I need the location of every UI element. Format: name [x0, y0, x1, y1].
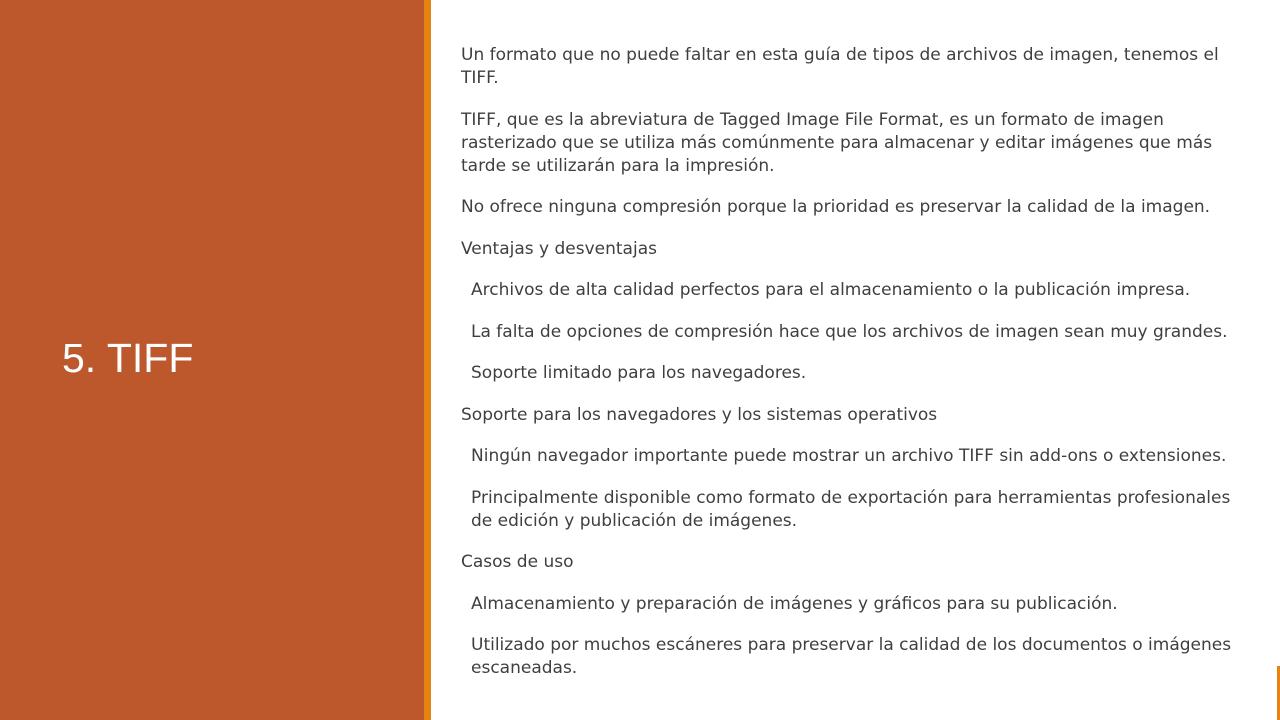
slide-title: 5. TIFF — [62, 335, 194, 381]
list-item: Soporte limitado para los navegadores. — [471, 363, 807, 383]
list-item: Almacenamiento y preparación de imágenes y gráficos para su publicación. — [471, 593, 1118, 614]
list-item: Utilizado por muchos escáneres para preservar la calidad de los documentos o imágenes escaneadas. — [471, 635, 1232, 678]
slide-body — [461, 44, 1243, 699]
list-item: Ningún navegador importante puede mostrar un archivo TIFF sin add-ons o extensiones. — [471, 446, 1227, 466]
list-item: Principalmente disponible como formato de exportación para herramientas profesionales de edición y publicación de imágenes. — [471, 487, 1231, 531]
section-heading-use-cases: Casos de uso — [461, 552, 574, 572]
section-heading-support: Soporte para los navegadores y los sistemas operativos — [461, 404, 938, 425]
definition-paragraph: TIFF, que es la abreviatura de Tagged Image File Format, es un formato de imagen rasterizado que se utiliza más comúnmente para almacenar y editar imágenes que más tarde se utilizarán para la impresión. — [461, 109, 1213, 176]
title-panel — [0, 0, 424, 720]
list-item: Archivos de alta calidad perfectos para el almacenamiento o la publicación impresa. — [471, 280, 1191, 300]
compression-paragraph: No ofrece ninguna compresión porque la prioridad es preservar la calidad de la imagen. — [461, 197, 1211, 217]
section-heading-pros-cons: Ventajas y desventajas — [461, 238, 657, 259]
accent-bar — [424, 0, 431, 720]
intro-paragraph: Un formato que no puede faltar en esta guía de tipos de archivos de imagen, tenemos el TIFF. — [461, 45, 1219, 88]
list-item: La falta de opciones de compresión hace que los archivos de imagen sean muy grandes. — [471, 321, 1228, 342]
